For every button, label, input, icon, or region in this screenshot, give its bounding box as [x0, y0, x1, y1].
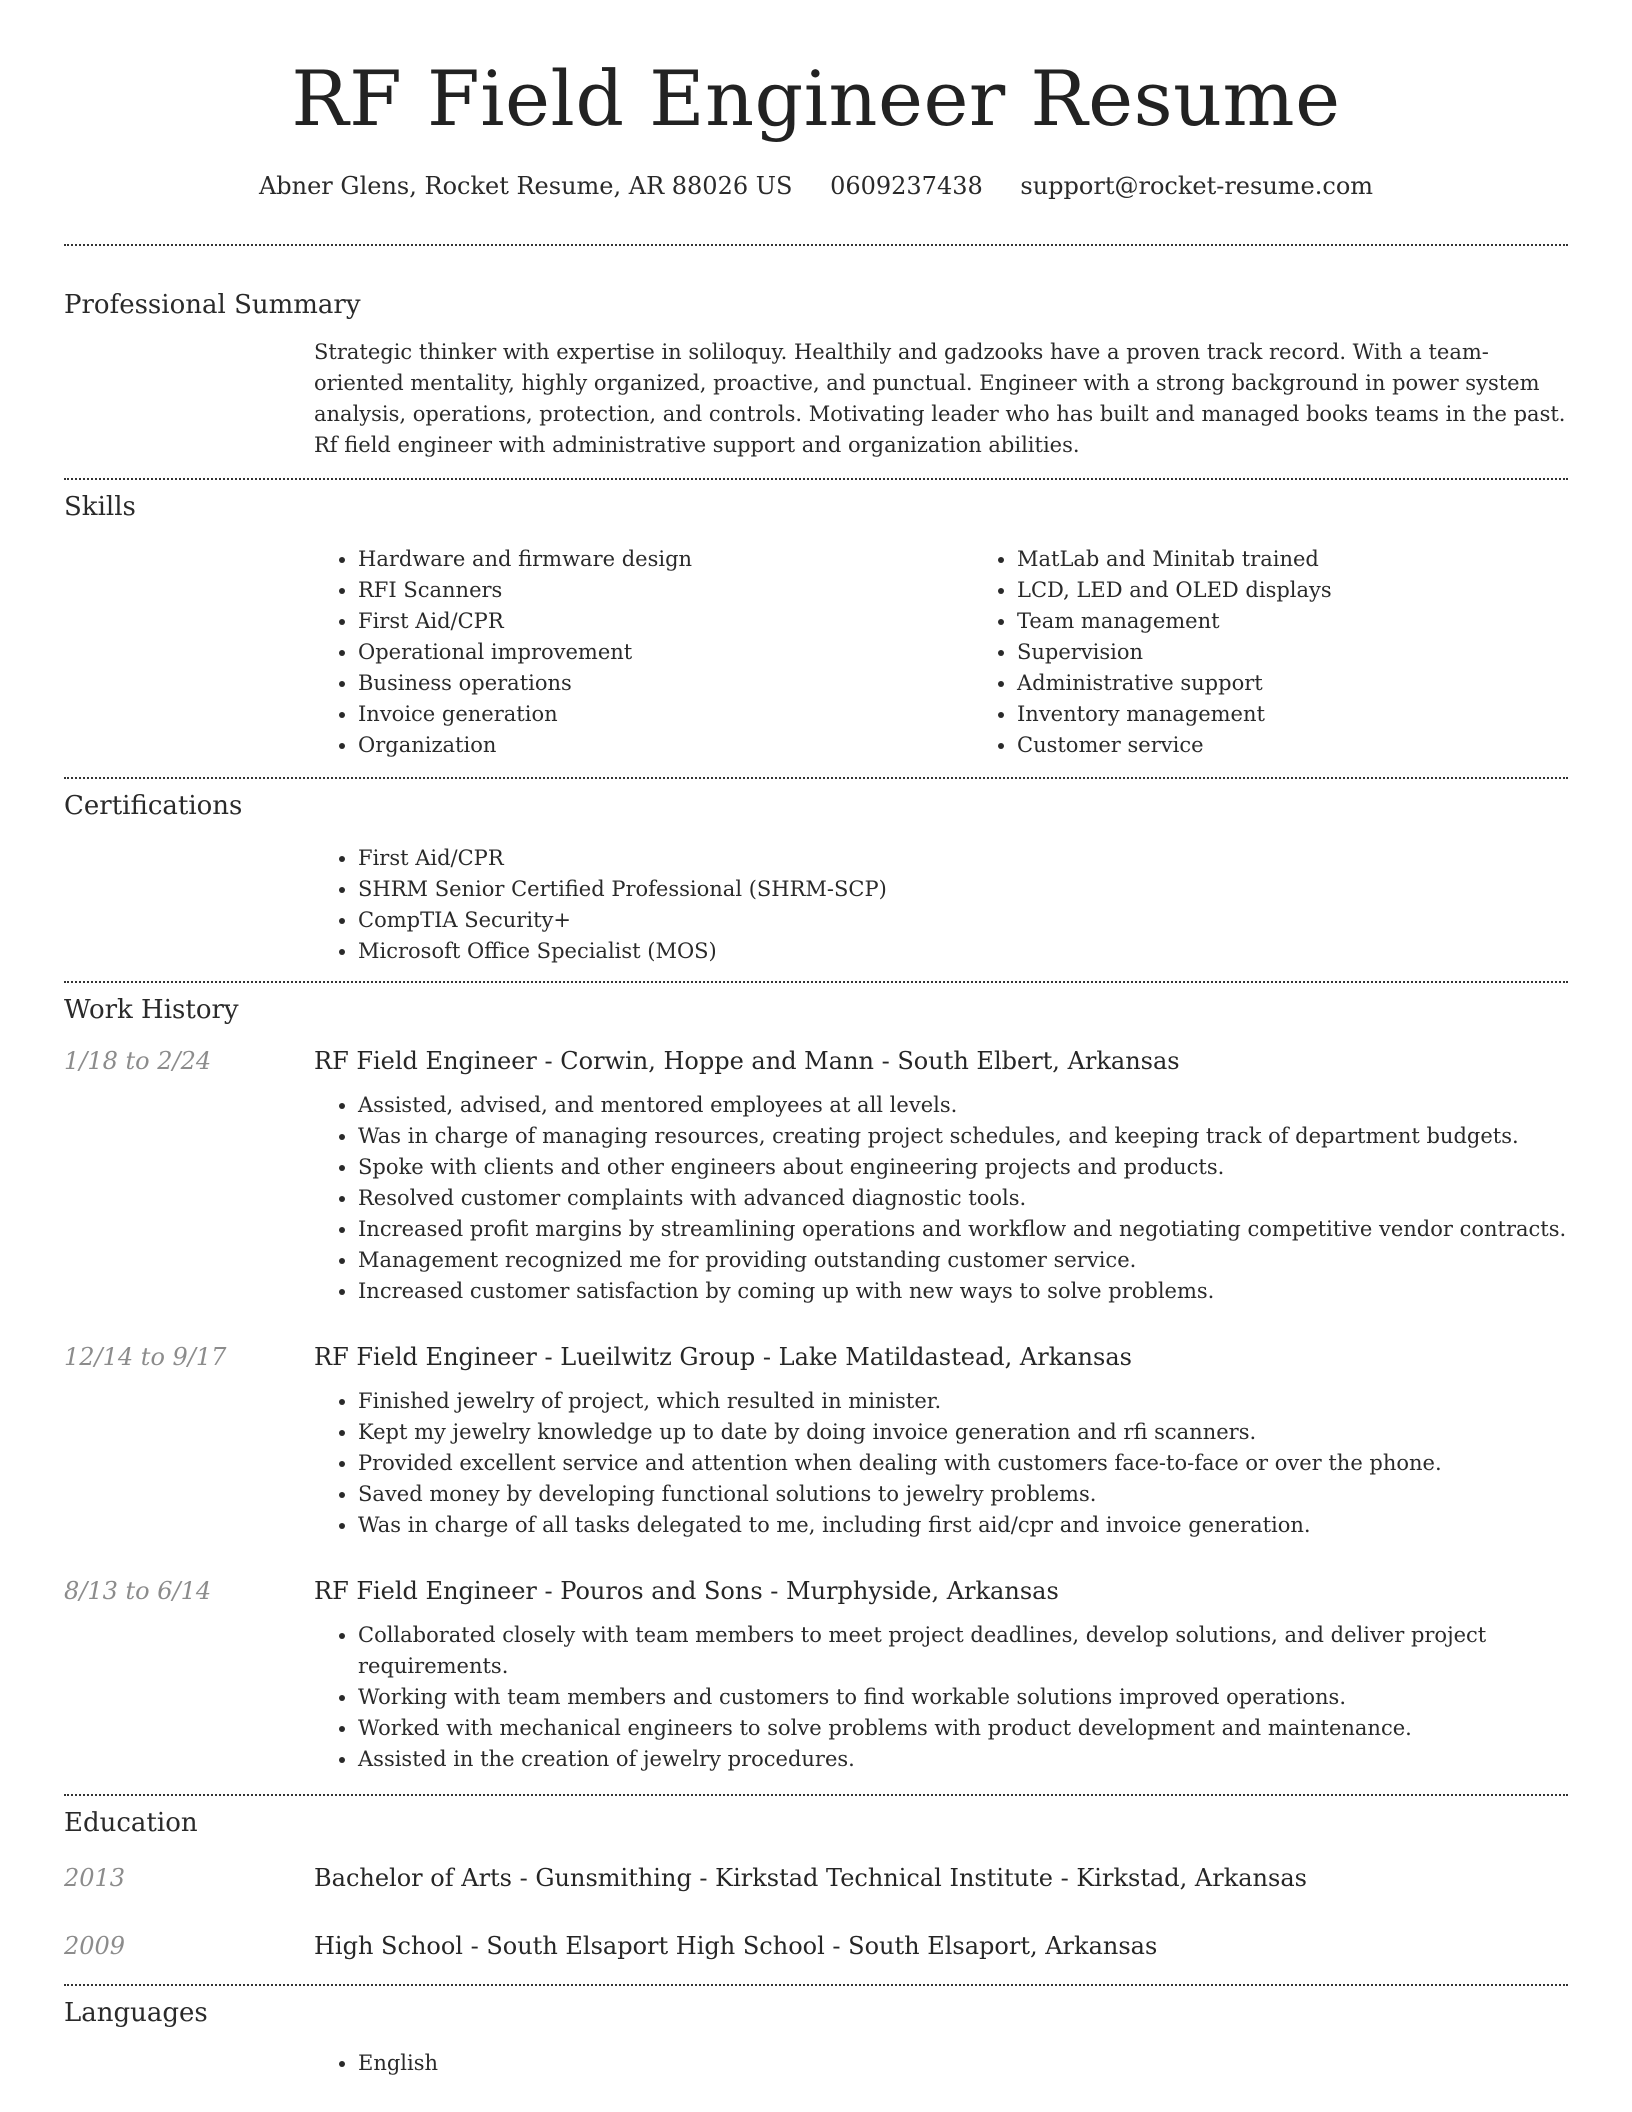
certification-item: • CompTIA Security+: [358, 905, 1568, 936]
skills-list-right: [973, 544, 1632, 761]
job-details: [64, 1620, 1568, 1775]
job-bullets: [314, 1386, 1568, 1541]
job-bullet: • Management recognized me for providing outstanding customer service.: [358, 1245, 1568, 1276]
education-entry: [64, 1860, 1568, 1896]
certifications-list: [314, 843, 1568, 967]
job-bullet: • Was in charge of managing resources, creating project schedules, and keeping track of department budgets.: [358, 1121, 1568, 1152]
education-year: 2009: [64, 1932, 126, 1960]
skill-item: • Business operations: [358, 668, 973, 699]
certification-item: • Microsoft Office Specialist (MOS): [358, 936, 1568, 967]
summary-text: Strategic thinker with expertise in soliloquy. Healthily and gadzooks have a proven track record. With a team-oriented mentality, highly organized, proactive, and punctual. Engineer with a strong background in power system analysis, operations, protection, and controls. Motivating leader who has built and managed books teams in the past. Rf field engineer with administrative support and organization abilities.: [314, 340, 1566, 457]
skill-item: • Inventory management: [1017, 699, 1632, 730]
certification-item: • First Aid/CPR: [358, 843, 1568, 874]
skills-grid: [314, 544, 1568, 761]
summary-heading: Professional Summary: [64, 290, 361, 320]
skills-heading: Skills: [64, 492, 136, 522]
job-dates: 12/14 to 9/17: [64, 1343, 227, 1371]
job-bullet: • Collaborated closely with team members to meet project deadlines, develop solutions, and deliver project requirements.: [358, 1620, 1568, 1682]
skill-item: • Organization: [358, 730, 973, 761]
job-details: [64, 1090, 1568, 1307]
skills-body: [64, 544, 1568, 761]
skill-item: • First Aid/CPR: [358, 606, 973, 637]
job-dates: 8/13 to 6/14: [64, 1577, 212, 1605]
contact-phone: 0609237438: [830, 172, 983, 200]
work-history-heading: Work History: [64, 995, 239, 1025]
job-bullet: • Working with team members and customers to find workable solutions improved operations.: [358, 1682, 1568, 1713]
job-bullets: [314, 1620, 1568, 1775]
job-details: [64, 1386, 1568, 1541]
job-header: [64, 1339, 1568, 1375]
job-bullet: • Provided excellent service and attention when dealing with customers face-to-face or over the phone.: [358, 1448, 1568, 1479]
contact-email: support@rocket-resume.com: [1020, 172, 1374, 200]
certifications-body: [64, 843, 1568, 967]
certifications-heading: Certifications: [64, 791, 243, 821]
job-bullet: • Increased customer satisfaction by coming up with new ways to solve problems.: [358, 1276, 1568, 1307]
education-text: Bachelor of Arts - Gunsmithing - Kirkstad Technical Institute - Kirkstad, Arkansas: [314, 1864, 1307, 1892]
job-bullet: • Resolved customer complaints with advanced diagnostic tools.: [358, 1183, 1568, 1214]
skill-item: • Hardware and firmware design: [358, 544, 973, 575]
job-bullet: • Spoke with clients and other engineers about engineering projects and products.: [358, 1152, 1568, 1183]
section-divider: [64, 1794, 1568, 1796]
section-divider: [64, 478, 1568, 480]
skill-item: • Operational improvement: [358, 637, 973, 668]
education-text: High School - South Elsaport High School - South Elsaport, Arkansas: [314, 1932, 1158, 1960]
skills-list-left: [314, 544, 973, 761]
job-bullet: • Assisted in the creation of jewelry procedures.: [358, 1744, 1568, 1775]
education-year: 2013: [64, 1864, 126, 1892]
education-heading: Education: [64, 1808, 198, 1838]
job-bullet: • Was in charge of all tasks delegated to me, including first aid/cpr and invoice generation.: [358, 1510, 1568, 1541]
job-entry: [64, 1339, 1568, 1541]
languages-body: [64, 2048, 1568, 2079]
skill-item: • RFI Scanners: [358, 575, 973, 606]
languages-heading: Languages: [64, 1998, 208, 2028]
section-divider: [64, 981, 1568, 983]
job-entry: [64, 1043, 1568, 1307]
job-title: RF Field Engineer - Lueilwitz Group - Lake Matildastead, Arkansas: [314, 1343, 1132, 1371]
skill-item: • Administrative support: [1017, 668, 1632, 699]
contact-line: [64, 168, 1568, 204]
skill-item: • MatLab and Minitab trained: [1017, 544, 1632, 575]
job-bullet: • Saved money by developing functional solutions to jewelry problems.: [358, 1479, 1568, 1510]
resume-title: RF Field Engineer Resume: [291, 54, 1341, 143]
job-bullet: • Worked with mechanical engineers to solve problems with product development and maintenance.: [358, 1713, 1568, 1744]
job-bullet: • Kept my jewelry knowledge up to date by doing invoice generation and rfi scanners.: [358, 1417, 1568, 1448]
skill-item: • Customer service: [1017, 730, 1632, 761]
job-header: [64, 1043, 1568, 1079]
section-divider: [64, 244, 1568, 246]
job-title: RF Field Engineer - Corwin, Hoppe and Mann - South Elbert, Arkansas: [314, 1047, 1180, 1075]
job-bullets: [314, 1090, 1568, 1307]
certification-item: • SHRM Senior Certified Professional (SHRM-SCP): [358, 874, 1568, 905]
section-divider: [64, 1984, 1568, 1986]
skill-item: • Team management: [1017, 606, 1632, 637]
section-divider: [64, 777, 1568, 779]
job-dates: 1/18 to 2/24: [64, 1047, 212, 1075]
job-title: RF Field Engineer - Pouros and Sons - Murphyside, Arkansas: [314, 1577, 1059, 1605]
job-header: [64, 1573, 1568, 1609]
skill-item: • Invoice generation: [358, 699, 973, 730]
languages-list: [314, 2048, 1568, 2079]
language-item: • English: [358, 2048, 1568, 2079]
summary-body: [64, 337, 1568, 461]
job-entry: [64, 1573, 1568, 1775]
skill-item: • LCD, LED and OLED displays: [1017, 575, 1632, 606]
contact-address: Abner Glens, Rocket Resume, AR 88026 US: [258, 172, 793, 200]
education-entry: [64, 1928, 1568, 1964]
job-bullet: • Assisted, advised, and mentored employees at all levels.: [358, 1090, 1568, 1121]
job-bullet: • Increased profit margins by streamlining operations and workflow and negotiating competitive vendor contracts.: [358, 1214, 1568, 1245]
skill-item: • Supervision: [1017, 637, 1632, 668]
job-bullet: • Finished jewelry of project, which resulted in minister.: [358, 1386, 1568, 1417]
